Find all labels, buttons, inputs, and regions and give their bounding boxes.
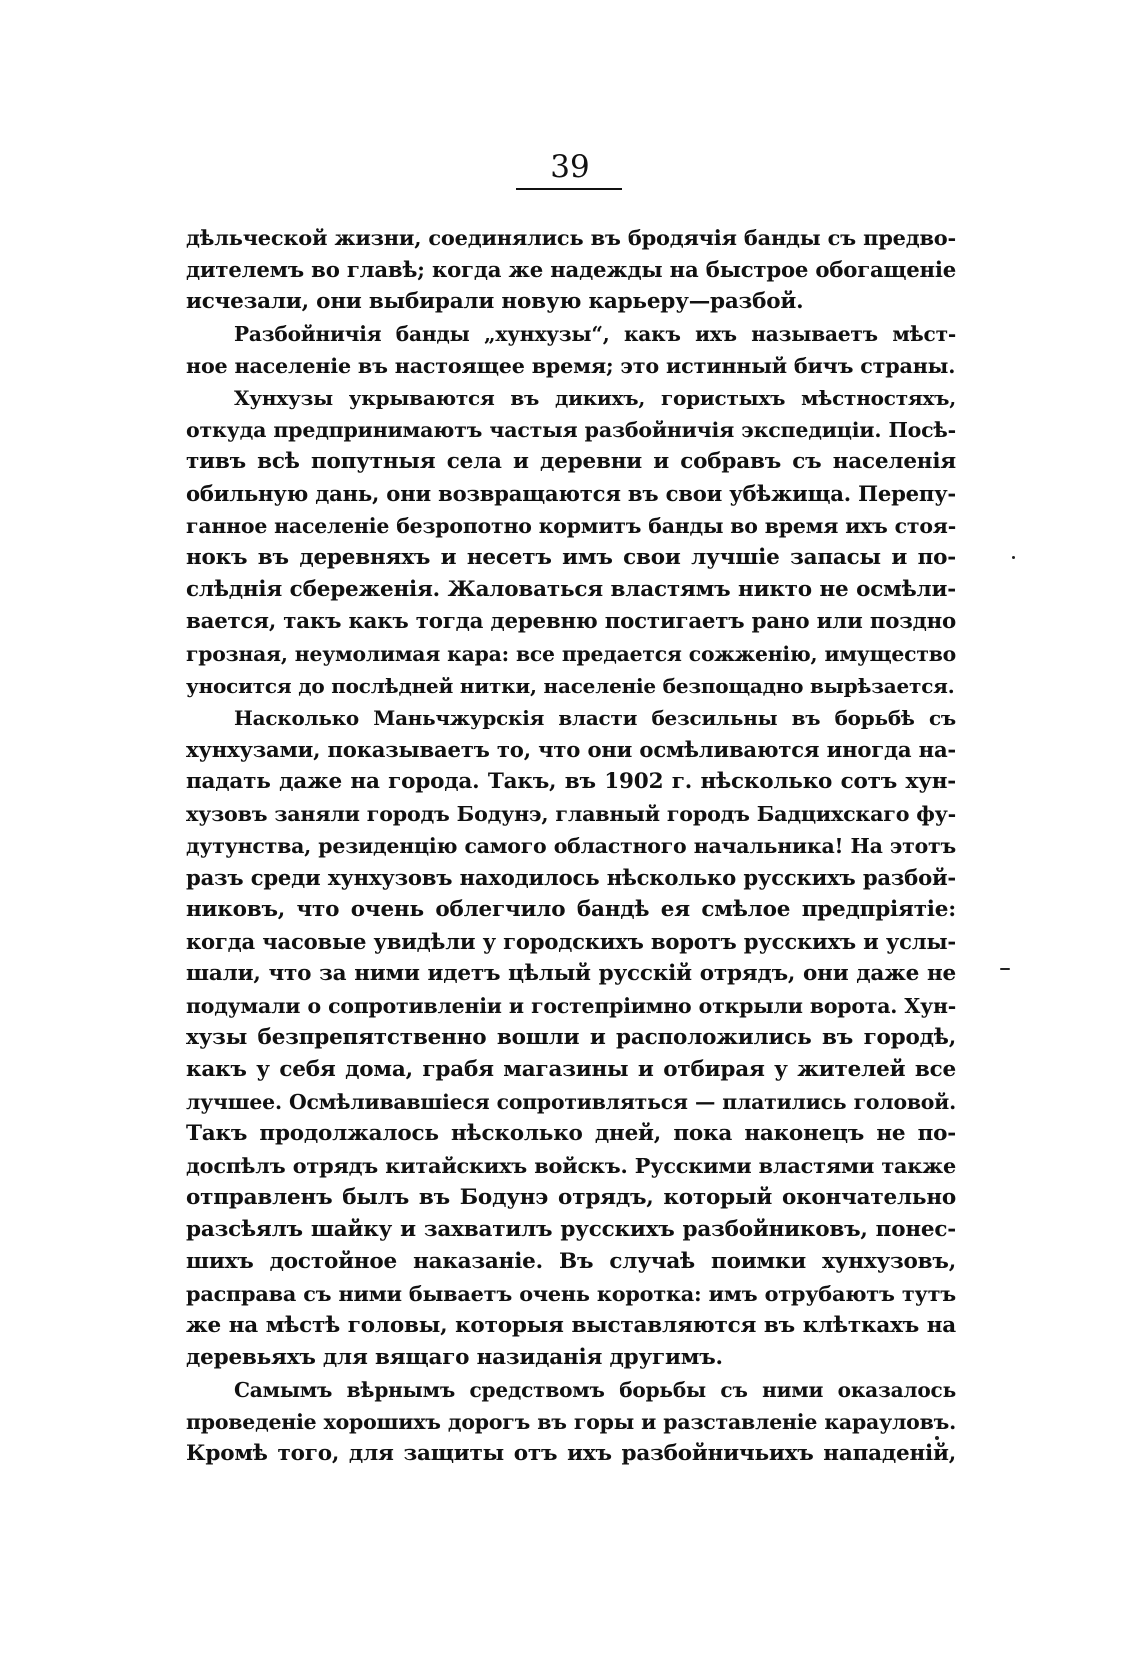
text-line: дителемъ во главѣ; когда же надежды на быстрое обогащеніе	[186, 257, 956, 282]
text-line: подумали о сопротивленіи и гостепріимно открыли ворота. Хун-	[186, 994, 956, 1018]
text-line: разъ среди хунхузовъ находилось нѣсколько русскихъ разбой-	[186, 865, 956, 890]
text-line: ное населеніе въ настоящее время; это истинный бичъ страны.	[186, 354, 956, 378]
text-line: откуда предпринимаютъ частыя разбойничія экспедиціи. Посѣ-	[186, 418, 956, 442]
text-line: Кромѣ того, для защиты отъ ихъ разбойничьихъ нападеній,	[186, 1441, 956, 1466]
text-line: Такъ продолжалось нѣсколько дней, пока наконецъ не по-	[186, 1121, 956, 1146]
paragraph	[186, 702, 956, 1374]
text-line: дѣльческой жизни, соединялись въ бродячія банды съ предво-	[186, 225, 956, 250]
text-line: грозная, неумолимая кара: все предается сожженію, имущество	[186, 642, 956, 666]
paragraph	[186, 318, 956, 382]
text-line: какъ у себя дома, грабя магазины и отбирая у жителей все	[186, 1057, 956, 1082]
text-line: Самымъ вѣрнымъ средствомъ борьбы съ ними оказалось	[234, 1378, 956, 1402]
text-line: расправа съ ними бываетъ очень коротка: имъ отрубаютъ тутъ	[186, 1281, 956, 1306]
text-line: никовъ, что очень облегчило бандѣ ея смѣлое предпріятіе:	[186, 897, 956, 922]
page-number: 39	[550, 149, 590, 185]
text-line: хузовъ заняли городъ Бодунэ, главный городъ Бадцихскаго фу-	[186, 802, 956, 826]
text-line: уносится до послѣдней нитки, населеніе безпощадно вырѣзается.	[186, 674, 955, 698]
text-line: шихъ достойное наказаніе. Въ случаѣ поимки хунхузовъ,	[186, 1249, 956, 1274]
text-line: обильную дань, они возвращаются въ свои убѣжища. Перепу-	[186, 481, 956, 506]
text-line: ганное населеніе безропотно кормитъ банды во время ихъ стоя-	[186, 514, 956, 538]
text-line: слѣднія сбереженія. Жаловаться властямъ никто не осмѣли-	[186, 577, 956, 602]
scan-speck	[1000, 968, 1010, 970]
text-line: доспѣлъ отрядъ китайскихъ войскъ. Русскими властями также	[186, 1153, 956, 1178]
paragraph	[186, 382, 956, 702]
scan-speck	[1012, 556, 1015, 559]
text-line: деревьяхъ для вящаго назиданія другимъ.	[186, 1345, 723, 1370]
text-line: тивъ всѣ попутныя села и деревни и собравъ съ населенія	[186, 449, 956, 474]
text-line: Хунхузы укрываются въ дикихъ, гористыхъ мѣстностяхъ,	[234, 386, 956, 410]
paragraph	[186, 222, 956, 318]
text-line: разсѣялъ шайку и захватилъ русскихъ разбойниковъ, понес-	[186, 1217, 956, 1242]
text-line: нокъ въ деревняхъ и несетъ имъ свои лучшіе запасы и по-	[186, 545, 956, 570]
text-line: же на мѣстѣ головы, которыя выставляются въ клѣткахъ на	[186, 1313, 956, 1338]
text-line: Насколько Маньчжурскія власти безсильны въ борьбѣ съ	[234, 706, 956, 730]
text-line: дутунства, резиденцію самого областного начальника! На этотъ	[186, 834, 956, 858]
text-line: хунхузами, показываетъ то, что они осмѣливаются иногда на-	[186, 737, 956, 762]
text-line: вается, такъ какъ тогда деревню постигаетъ рано или поздно	[186, 609, 956, 634]
text-line: проведеніе хорошихъ дорогъ въ горы и разставленіе карауловъ.	[186, 1410, 956, 1434]
text-line: лучшее. Осмѣливавшіеся сопротивляться — платились головой.	[186, 1090, 956, 1114]
text-line: шали, что за ними идетъ цѣлый русскій отрядъ, они даже не	[186, 961, 956, 986]
text-line: падать даже на города. Такъ, въ 1902 г. нѣсколько сотъ хун-	[186, 769, 956, 794]
paragraph	[186, 1374, 956, 1470]
text-block	[186, 222, 956, 1470]
text-line: Разбойничія банды „хунхузы“, какъ ихъ называетъ мѣст-	[234, 322, 956, 346]
page-number-rule	[516, 188, 622, 190]
text-line: исчезали, они выбирали новую карьеру—разбой.	[186, 289, 804, 314]
text-line: когда часовые увидѣли у городскихъ воротъ русскихъ и услы-	[186, 929, 956, 954]
scan-speck	[935, 1436, 939, 1440]
text-line: хузы безпрепятственно вошли и расположились въ городѣ,	[186, 1025, 956, 1050]
text-line: отправленъ былъ въ Бодунэ отрядъ, который окончательно	[186, 1185, 956, 1210]
